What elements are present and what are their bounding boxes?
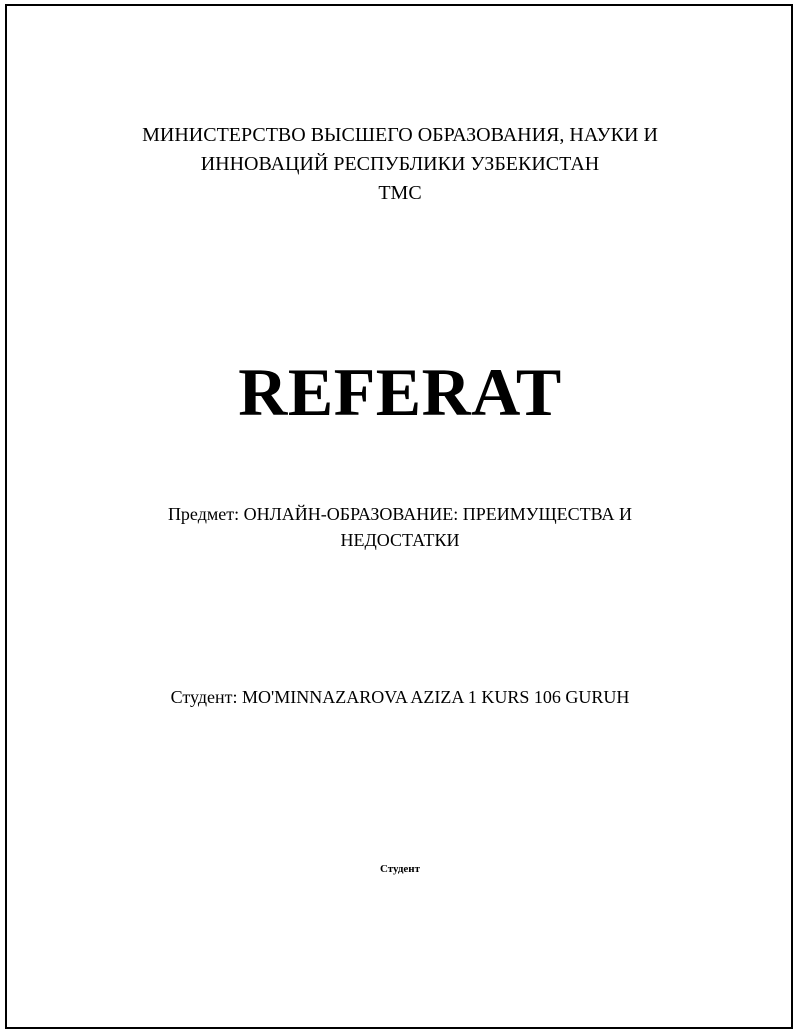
ministry-line-1: МИНИСТЕРСТВО ВЫСШЕГО ОБРАЗОВАНИЯ, НАУКИ И — [142, 124, 658, 146]
ministry-header — [0, 121, 800, 208]
institution-name: TMC — [378, 182, 422, 204]
subject-line-1 — [0, 501, 800, 527]
subject-section — [0, 501, 800, 553]
subject-value-line-2: НЕДОСТАТКИ — [340, 530, 460, 550]
subject-value-line-1: ОНЛАЙН-ОБРАЗОВАНИЕ: ПРЕИМУЩЕСТВА И — [243, 504, 633, 524]
student-label: Студент: — [170, 687, 238, 707]
student-value: MO'MINNAZAROVA AZIZA 1 KURS 106 GURUH — [241, 687, 630, 707]
footer-student-label: Студент — [379, 863, 421, 875]
document-title: REFERAT — [238, 354, 562, 430]
student-section — [0, 684, 800, 710]
subject-label: Предмет: — [167, 504, 240, 524]
ministry-line-2: ИННОВАЦИЙ РЕСПУБЛИКИ УЗБЕКИСТАН — [200, 153, 600, 175]
